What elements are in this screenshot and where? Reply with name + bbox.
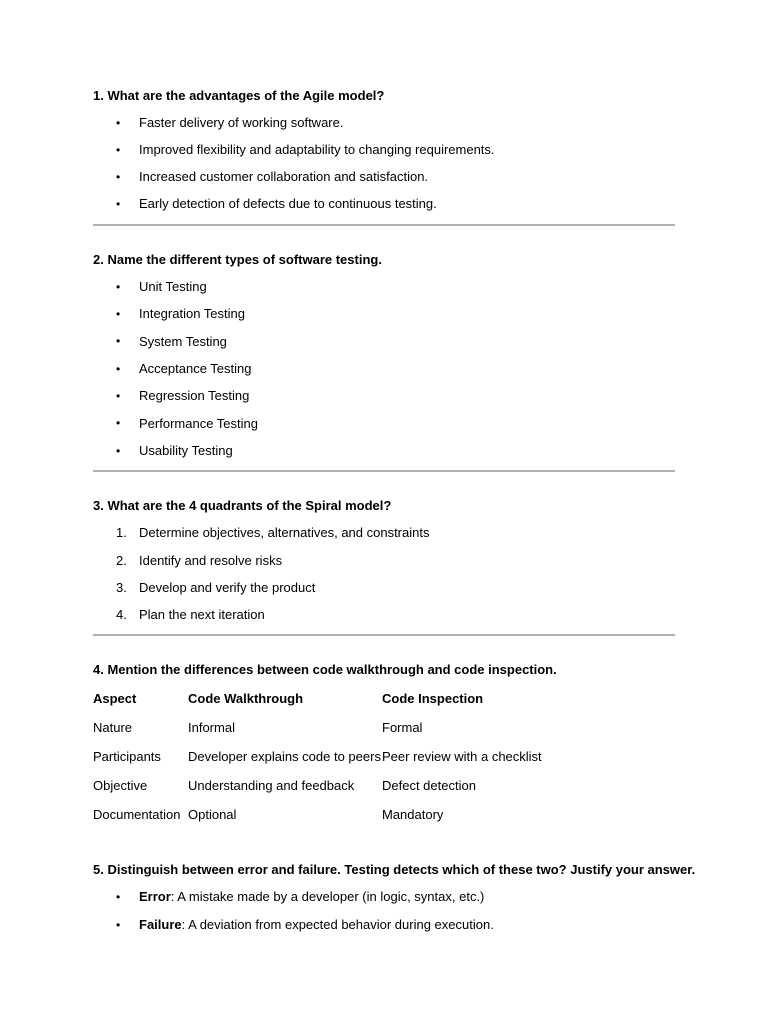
bullet: •	[116, 334, 121, 348]
table-cell: Objective	[93, 778, 148, 793]
list-item: Integration Testing	[139, 306, 245, 321]
bullet: •	[116, 890, 121, 904]
list-item: Determine objectives, alternatives, and constraints	[139, 525, 430, 540]
list-item	[139, 889, 484, 904]
list-number: 1.	[116, 525, 127, 540]
list-item: Faster delivery of working software.	[139, 115, 344, 130]
bullet: •	[116, 444, 121, 458]
question-5-title: 5. Distinguish between error and failure. Testing detects which of these two? Justify your answer.	[93, 862, 696, 877]
bullet: •	[116, 416, 121, 430]
list-item: Identify and resolve risks	[139, 553, 283, 568]
list-item: Usability Testing	[139, 443, 233, 458]
table-header: Code Inspection	[382, 691, 484, 706]
question-2-title: 2. Name the different types of software testing.	[93, 252, 382, 267]
table-cell: Documentation	[93, 807, 181, 822]
table-header: Code Walkthrough	[188, 691, 304, 706]
table-cell: Mandatory	[382, 807, 444, 822]
bullet: •	[116, 116, 121, 130]
list-item: Regression Testing	[139, 388, 250, 403]
divider	[93, 470, 675, 472]
list-item: Early detection of defects due to continuous testing.	[139, 196, 437, 211]
bullet: •	[116, 280, 121, 294]
list-number: 3.	[116, 580, 127, 595]
bullet: •	[116, 307, 121, 321]
bullet: •	[116, 389, 121, 403]
bullet: •	[116, 197, 121, 211]
table-cell: Optional	[188, 807, 237, 822]
table-cell: Formal	[382, 720, 423, 735]
list-item: Improved flexibility and adaptability to changing requirements.	[139, 142, 495, 157]
term-failure: Failure	[139, 917, 182, 932]
list-item: Performance Testing	[139, 416, 258, 431]
divider	[93, 634, 675, 636]
divider	[93, 224, 675, 226]
term-error: Error	[139, 889, 171, 904]
table-cell: Developer explains code to peers	[188, 749, 381, 764]
table-cell: Peer review with a checklist	[382, 749, 542, 764]
table-cell: Defect detection	[382, 778, 476, 793]
table-cell: Informal	[188, 720, 235, 735]
list-item: System Testing	[139, 334, 227, 349]
bullet: •	[116, 143, 121, 157]
list-item: Increased customer collaboration and satisfaction.	[139, 169, 429, 184]
list-item: Acceptance Testing	[139, 361, 252, 376]
list-number: 4.	[116, 607, 127, 622]
list-item: Unit Testing	[139, 279, 207, 294]
list-item	[139, 917, 494, 932]
table-cell: Nature	[93, 720, 133, 735]
definition-text: : A deviation from expected behavior during execution.	[181, 917, 494, 932]
question-1-title: 1. What are the advantages of the Agile model?	[93, 88, 385, 103]
bullet: •	[116, 362, 121, 376]
question-4-title: 4. Mention the differences between code walkthrough and code inspection.	[93, 662, 557, 677]
definition-text: : A mistake made by a developer (in logic, syntax, etc.)	[170, 889, 485, 904]
table-header: Aspect	[93, 691, 137, 706]
question-3-title: 3. What are the 4 quadrants of the Spiral model?	[93, 498, 392, 513]
list-number: 2.	[116, 553, 127, 568]
list-item: Develop and verify the product	[139, 580, 316, 595]
table-cell: Understanding and feedback	[188, 778, 355, 793]
bullet: •	[116, 170, 121, 184]
bullet: •	[116, 918, 121, 932]
list-item: Plan the next iteration	[139, 607, 265, 622]
table-cell: Participants	[93, 749, 161, 764]
